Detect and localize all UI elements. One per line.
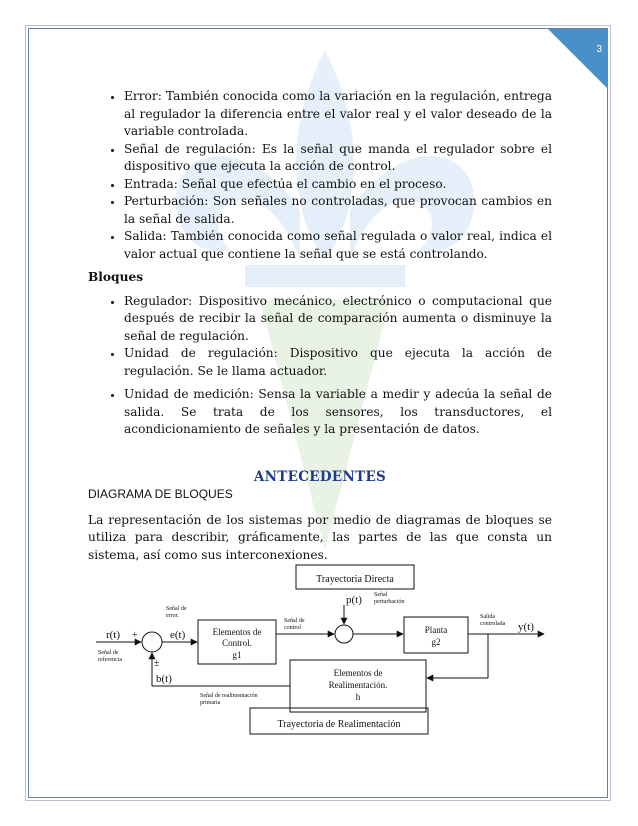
senal-perturbacion-label: Señal xyxy=(374,592,388,598)
senal-error-label: Señal de xyxy=(166,606,187,612)
diagrama-heading: DIAGRAMA DE BLOQUES xyxy=(88,487,233,501)
summing-junction-2 xyxy=(335,625,353,643)
plant-block-label-1: Planta xyxy=(424,625,448,635)
control-block-label-3: g1 xyxy=(232,650,242,660)
bloques-list xyxy=(88,293,552,439)
definitions-list xyxy=(88,88,552,263)
senal-referencia-label: Señal de xyxy=(98,650,119,656)
intro-paragraph: La representación de los sistemas por medio de diagramas de bloques se utiliza para describir, gráficamente, las partes de las que consta un sistema, así como sus interconexiones. xyxy=(88,512,552,562)
trayectoria-realimentacion-label: Trayectoria de Realimentación xyxy=(277,719,401,730)
salida-label: Salida xyxy=(480,614,495,620)
page-corner-tab xyxy=(548,29,608,89)
plus-sign: + xyxy=(132,630,138,641)
feedback-block-label-1: Elementos de xyxy=(333,668,383,678)
list-item: • Error: También conocida como la variación en la regulación, entrega al regulador la diferencia entre el valor real y el valor deseado de la variable controlada. xyxy=(124,88,552,141)
senal-realimentacion-label: Señal de realimentación xyxy=(200,693,258,699)
list-item: • Entrada: Señal que efectúa el cambio en el proceso. xyxy=(124,176,552,194)
plant-block-label-2: g2 xyxy=(431,637,441,647)
senal-realimentacion-label-2: primaria xyxy=(200,700,221,706)
block-diagram xyxy=(88,560,552,740)
list-item: • Regulador: Dispositivo mecánico, electrónico o computacional que después de recibir la señal de comparación aumenta o disminuye la señal de regulación. xyxy=(124,293,552,346)
salida-label-2: controlada xyxy=(480,621,506,627)
senal-referencia-label-2: referencia xyxy=(98,657,122,663)
b-label: b(t) xyxy=(156,673,172,685)
page-number: 3 xyxy=(596,44,602,55)
senal-control-label: Señal de xyxy=(284,618,305,624)
plus-minus-sign: ± xyxy=(154,658,160,669)
senal-error-label-2: error. xyxy=(166,613,179,619)
p-label: p(t) xyxy=(346,594,362,606)
list-item: • Señal de regulación: Es la señal que manda el regulador sobre el dispositivo que ejecuta la acción de control. xyxy=(124,141,552,176)
list-item: • Unidad de medición: Sensa la variable a medir y adecúa la señal de salida. Se trata de los sensores, los transductores, el acondicionamiento de señales y la presentación de datos. xyxy=(124,386,552,439)
y-label: y(t) xyxy=(518,621,534,633)
control-block-label-1: Elementos de xyxy=(212,627,262,637)
feedback-block-label-3: h xyxy=(355,692,361,702)
plant-block xyxy=(404,617,468,653)
antecedentes-heading: ANTECEDENTES xyxy=(253,468,387,485)
list-item: • Perturbación: Son señales no controladas, que provocan cambios en la señal de salida. xyxy=(124,193,552,228)
r-label: r(t) xyxy=(106,629,121,641)
control-block-label-2: Control. xyxy=(222,638,252,648)
bloques-heading: Bloques xyxy=(88,270,144,284)
senal-perturbacion-label-2: perturbación xyxy=(374,599,405,605)
page-content xyxy=(88,88,552,564)
feedback-block-label-2: Realimentación. xyxy=(328,680,388,690)
list-item: • Salida: También conocida como señal regulada o valor real, indica el valor actual que contiene la señal que se está controlando. xyxy=(124,228,552,263)
summing-junction-1 xyxy=(142,632,162,652)
senal-control-label-2: control xyxy=(284,625,301,631)
list-item: • Unidad de regulación: Dispositivo que ejecuta la acción de regulación. Se le llama actuador. xyxy=(124,345,552,380)
trayectoria-directa-label: Trayectoria Directa xyxy=(316,574,394,585)
e-label: e(t) xyxy=(170,629,186,641)
